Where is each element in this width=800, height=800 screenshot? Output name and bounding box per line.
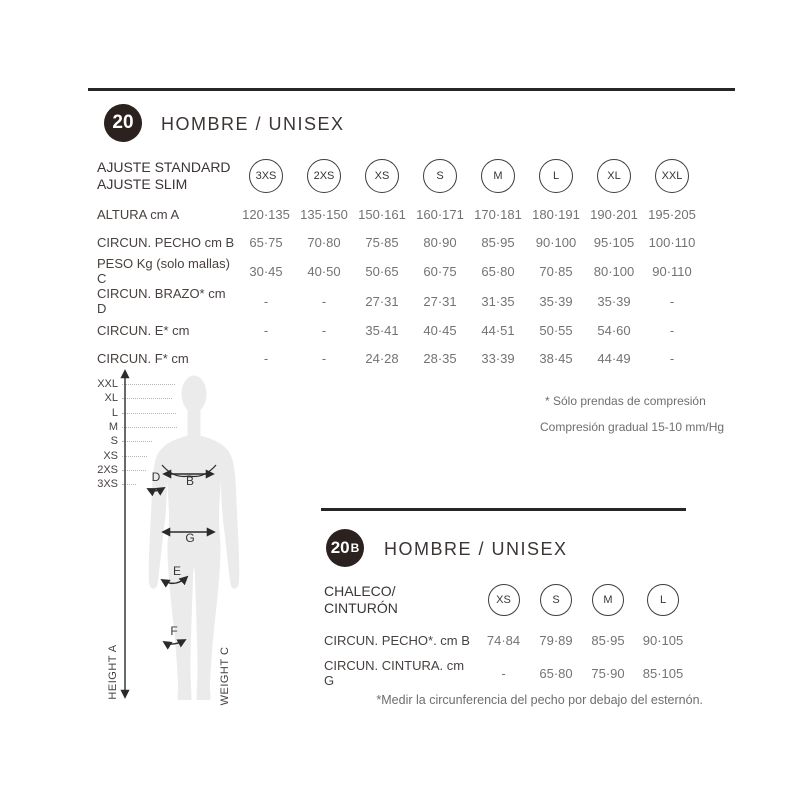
- cell-value: 35·39: [539, 293, 573, 309]
- size-badge-m: M: [481, 159, 515, 193]
- cell-value: 50·55: [539, 322, 573, 338]
- scale-label-s: S: [110, 435, 118, 447]
- compression-notes: [540, 388, 724, 440]
- cell-value: 160·171: [416, 206, 464, 222]
- section-20-badge: [104, 104, 142, 142]
- cell-value: 180·191: [532, 206, 580, 222]
- section-20b-badge-letter: B: [350, 541, 360, 555]
- fit-standard-label: AJUSTE STANDARD: [97, 159, 231, 175]
- weight-axis-label: WEIGHT C: [219, 646, 231, 706]
- cell-value: 74·84: [486, 632, 521, 648]
- cell-value: -: [321, 350, 327, 366]
- cell-value: 85·105: [642, 665, 684, 681]
- section-20b-badge-number: 20: [330, 538, 350, 557]
- size-badge-l: L: [539, 159, 573, 193]
- row-label-brazo: CIRCUN. BRAZO* cm D: [97, 286, 226, 316]
- cell-value: 35·39: [597, 293, 631, 309]
- section-20b-badge: [326, 529, 364, 567]
- cell-value: 50·65: [365, 263, 399, 279]
- size-badge-3xs: 3XS: [249, 159, 283, 193]
- cell-value: 30·45: [249, 263, 283, 279]
- cell-value: 79·89: [539, 632, 573, 648]
- cell-value: 54·60: [597, 322, 631, 338]
- row-label-pecho-20b: CIRCUN. PECHO*. cm B: [324, 632, 470, 648]
- top-rule: [88, 88, 735, 91]
- table-row: [95, 256, 701, 286]
- size-badge-xs: XS: [488, 584, 520, 616]
- size-badge-2xs: 2XS: [307, 159, 341, 193]
- cell-value: 44·51: [481, 322, 515, 338]
- size-badge-xs: XS: [365, 159, 399, 193]
- cinturon-label: CINTURÓN: [324, 600, 398, 616]
- cell-value: -: [669, 350, 675, 366]
- cell-value: 28·35: [423, 350, 457, 366]
- scale-label-m: M: [108, 421, 118, 433]
- table-row: [322, 622, 692, 658]
- cell-value: 190·201: [590, 206, 638, 222]
- cell-value: -: [321, 293, 327, 309]
- cell-value: 90·105: [642, 632, 684, 648]
- height-axis-label: HEIGHT A: [107, 644, 119, 700]
- table-row: [95, 228, 701, 256]
- measure-label-g: G: [185, 531, 195, 545]
- cell-value: -: [263, 293, 269, 309]
- cell-value: -: [501, 665, 506, 681]
- cell-value: 44·49: [597, 350, 631, 366]
- cell-value: 90·100: [535, 234, 577, 250]
- note-measure-chest: *Medir la circunferencia del pecho por debajo del esternón.: [376, 693, 703, 707]
- section-20b-rule: [321, 508, 686, 511]
- size-badge-l: L: [647, 584, 679, 616]
- cell-value: 75·85: [365, 234, 399, 250]
- table-row: [322, 658, 692, 688]
- cell-value: 40·45: [423, 322, 457, 338]
- cell-value: -: [669, 322, 675, 338]
- scale-label-l: L: [111, 407, 118, 419]
- size-badge-m: M: [592, 584, 624, 616]
- cell-value: -: [321, 322, 327, 338]
- cell-value: 195·205: [648, 206, 696, 222]
- cell-value: 85·95: [591, 632, 625, 648]
- measure-label-e: E: [172, 564, 181, 578]
- cell-value: 60·75: [423, 263, 457, 279]
- row-label-cintura-20b: CIRCUN. CINTURA. cm G: [324, 658, 465, 688]
- cell-value: -: [669, 293, 675, 309]
- cell-value: -: [263, 322, 269, 338]
- size-table-20: [95, 152, 701, 372]
- cell-value: 120·135: [242, 206, 290, 222]
- size-badge-s: S: [540, 584, 572, 616]
- cell-value: 95·105: [593, 234, 635, 250]
- cell-value: 24·28: [365, 350, 399, 366]
- cell-value: 65·75: [249, 234, 283, 250]
- size-badge-s: S: [423, 159, 457, 193]
- cell-value: 75·90: [591, 665, 625, 681]
- row-label-pecho: CIRCUN. PECHO cm B: [97, 234, 235, 250]
- scale-label-xl: XL: [104, 392, 118, 404]
- cell-value: 70·80: [307, 234, 341, 250]
- cell-value: 150·161: [358, 206, 406, 222]
- row-label-circun-e: CIRCUN. E* cm: [97, 322, 190, 338]
- table-row: [95, 286, 701, 316]
- cell-value: 27·31: [365, 293, 399, 309]
- cell-value: 65·80: [539, 665, 573, 681]
- table-row: [95, 316, 701, 344]
- section-20b-title: HOMBRE / UNISEX: [384, 539, 568, 559]
- scale-label-xxl: XXL: [97, 378, 118, 390]
- row-label-altura: ALTURA cm A: [97, 206, 180, 222]
- row-label-circun-f: CIRCUN. F* cm: [97, 350, 189, 366]
- cell-value: 35·41: [365, 322, 399, 338]
- size-table-20b: [322, 578, 692, 688]
- row-label-peso: PESO Kg (solo mallas) C: [97, 256, 230, 286]
- cell-value: 135·150: [300, 206, 348, 222]
- scale-label-xs: XS: [103, 450, 118, 462]
- cell-value: 38·45: [539, 350, 573, 366]
- measurement-arrows: [95, 362, 255, 717]
- measure-label-d: D: [151, 470, 161, 484]
- chaleco-label: CHALECO/: [324, 583, 396, 599]
- section-20-title: HOMBRE / UNISEX: [161, 114, 345, 134]
- cell-value: 31·35: [481, 293, 515, 309]
- cell-value: 170·181: [474, 206, 522, 222]
- arm-d-arrow: [148, 488, 164, 491]
- cell-value: 80·100: [593, 263, 635, 279]
- note-gradual-compression: Compresión gradual 15-10 mm/Hg: [540, 420, 725, 434]
- note-compression-only: * Sólo prendas de compresión: [545, 394, 706, 408]
- cell-value: 40·50: [307, 263, 341, 279]
- cell-value: 27·31: [423, 293, 457, 309]
- cell-value: 100·110: [648, 234, 696, 250]
- measure-label-f: F: [170, 624, 178, 638]
- cell-value: 90·110: [652, 263, 692, 279]
- scale-label-3xs: 3XS: [97, 478, 118, 490]
- size-badge-xl: XL: [597, 159, 631, 193]
- section-20-badge-number: 20: [112, 112, 134, 133]
- cell-value: 70·85: [539, 263, 573, 279]
- cell-value: 65·80: [481, 263, 515, 279]
- cell-value: 85·95: [481, 234, 515, 250]
- calf-f-arrow: [164, 640, 185, 644]
- scale-label-2xs: 2XS: [97, 464, 118, 476]
- table-row: [95, 200, 701, 228]
- cell-value: -: [263, 350, 269, 366]
- cell-value: 33·39: [481, 350, 515, 366]
- cell-value: 80·90: [423, 234, 457, 250]
- fit-slim-label: AJUSTE SLIM: [97, 176, 188, 192]
- measure-label-b: B: [185, 474, 194, 488]
- size-badge-xxl: XXL: [655, 159, 689, 193]
